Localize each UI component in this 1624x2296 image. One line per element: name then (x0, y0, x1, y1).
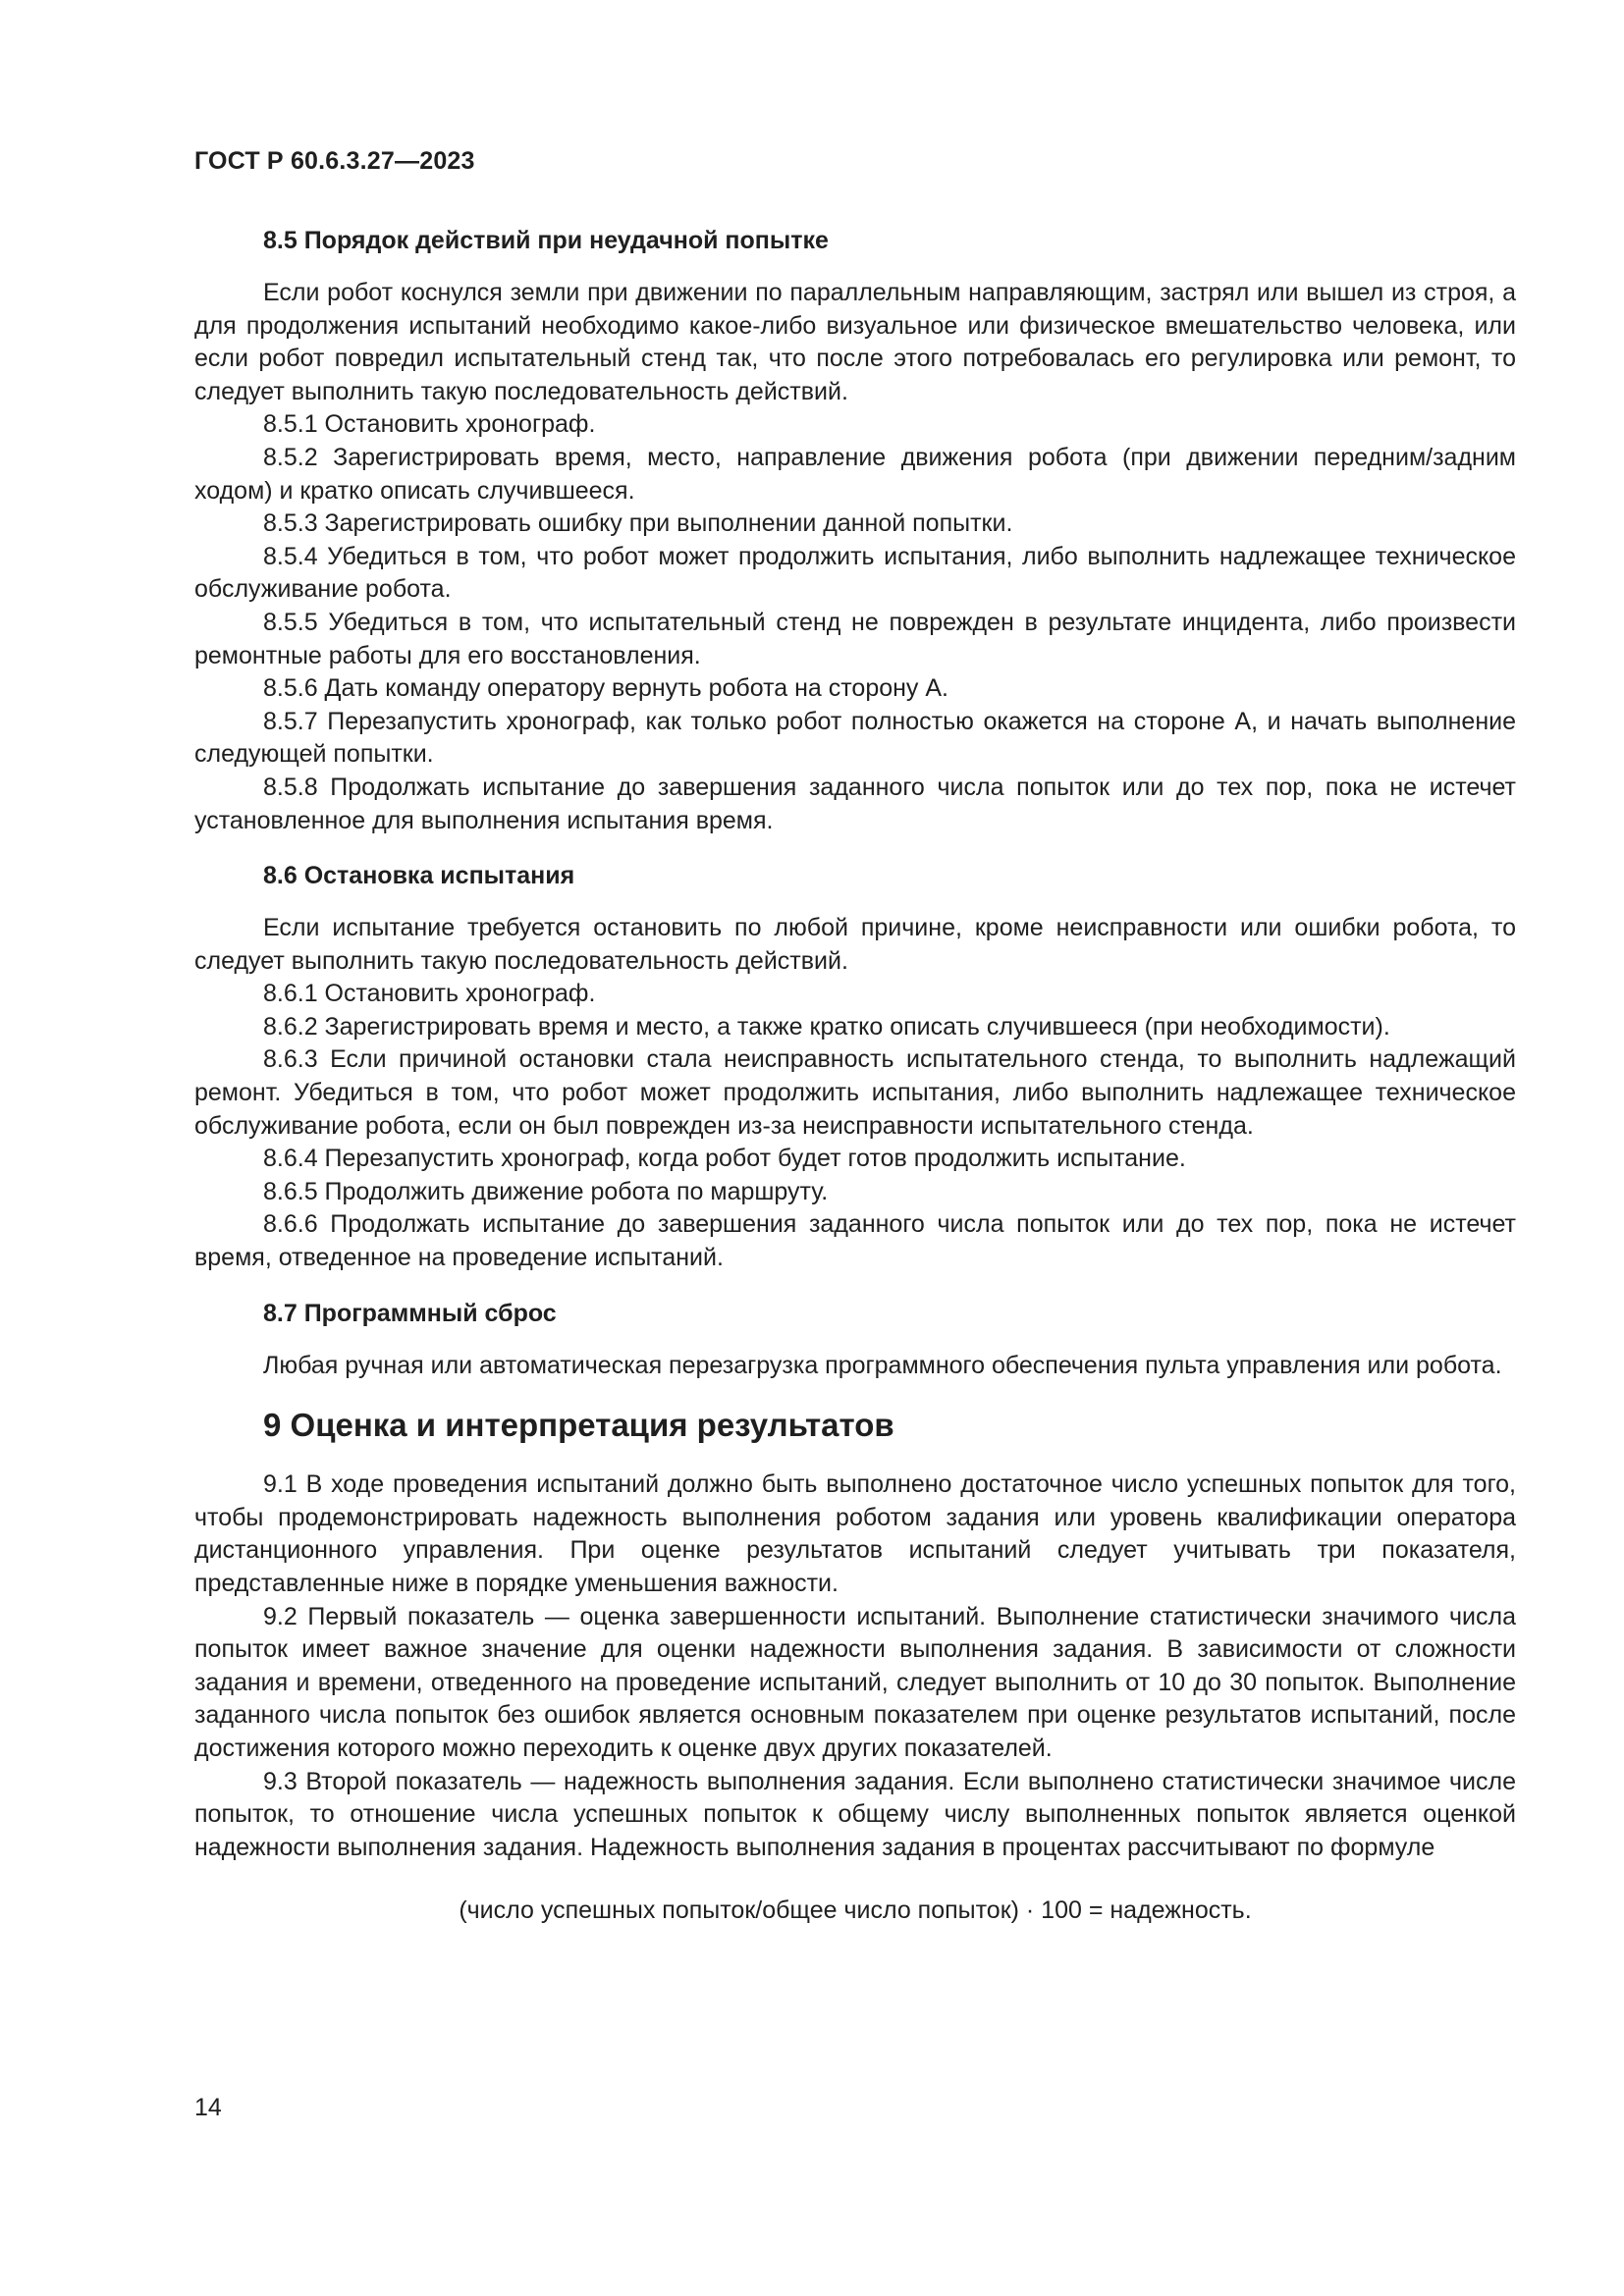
paragraph: 9.1 В ходе проведения испытаний должно быть выполнено достаточное число успешных попыток для того, чтобы продемонстрировать надежность выполнения роботом задания или уровень квалификации оператора дистанционного управления. При оценке результатов испытаний следует учитывать три показателя, представленные ниже в порядке уменьшения важности. (194, 1470, 1516, 1597)
paragraph: 8.5.7 Перезапустить хронограф, как только робот полностью окажется на стороне А, и начать выполнение следующей попытки. (194, 707, 1516, 769)
paragraph: Любая ручная или автоматическая перезагрузка программного обеспечения пульта управления или робота. (263, 1351, 1502, 1379)
paragraph: 9.3 Второй показатель — надежность выполнения задания. Если выполнено статистически значимое числе попыток, то отношение числа успешных попыток к общему числу выполненных попыток является оценкой надежности выполнения задания. Надежность выполнения задания в процентах рассчитывают по формуле (194, 1767, 1516, 1861)
paragraph: 8.6.4 Перезапустить хронограф, когда робот будет готов продолжить испытание. (263, 1145, 1186, 1173)
page-number: 14 (194, 2094, 222, 2121)
section-8-6 (194, 859, 1516, 1275)
section-9 (194, 1404, 1516, 1927)
paragraph: 8.5.4 Убедиться в том, что робот может продолжить испытания, либо выполнить надлежащее техническое обслуживание робота. (194, 542, 1516, 604)
section-heading: 8.6 Остановка испытания (263, 862, 575, 890)
paragraph: 8.6.6 Продолжать испытание до завершения заданного числа попыток или до тех пор, пока не истечет время, отведенное на проведение испытаний. (194, 1210, 1516, 1272)
document-code: ГОСТ Р 60.6.3.27—2023 (194, 147, 475, 175)
paragraph: 9.2 Первый показатель — оценка завершенности испытаний. Выполнение статистически значимого числа попыток имеет важное значение для оценки надежности выполнения задания. В зависимости от сложности задания и времени, отведенного на проведение испытаний, следует выполнить от 10 до 30 попыток. Выполнение заданного числа попыток без ошибок является основным показателем при оценке результатов испытаний, после достижения которого можно переходить к оценке двух других показателей. (194, 1602, 1516, 1762)
chapter-heading: 9 Оценка и интерпретация результатов (263, 1407, 894, 1444)
paragraph: 8.5.8 Продолжать испытание до завершения заданного числа попыток или до тех пор, пока не истечет установленное для выполнения испытания время. (194, 773, 1516, 834)
section-8-5 (194, 224, 1516, 837)
paragraph: 8.6.3 Если причиной остановки стала неисправность испытательного стенда, то выполнить надлежащий ремонт. Убедиться в том, что робот может продолжить испытания, либо выполнить надлежащее техническое обслуживание робота, если он был поврежден из-за неисправности испытательного стенда. (194, 1045, 1516, 1140)
paragraph: 8.6.5 Продолжить движение робота по маршруту. (263, 1177, 829, 1205)
reliability-formula: (число успешных попыток/общее число попыток) · 100 = надежность. (459, 1896, 1252, 1925)
document-body (194, 224, 1516, 1927)
paragraph: 8.5.6 Дать команду оператору вернуть робота на сторону А. (263, 674, 948, 703)
paragraph: 8.5.3 Зарегистрировать ошибку при выполнении данной попытки. (263, 509, 1013, 538)
paragraph: 8.6.1 Остановить хронограф. (263, 980, 596, 1008)
paragraph: 8.5.1 Остановить хронограф. (263, 410, 596, 439)
paragraph: 8.5.2 Зарегистрировать время, место, направление движения робота (при движении передним/задним ходом) и кратко описать случившееся. (194, 443, 1516, 505)
section-heading: 8.7 Программный сброс (263, 1299, 557, 1327)
paragraph: Если испытание требуется остановить по любой причине, кроме неисправности или ошибки робота, то следует выполнить такую последовательность действий. (194, 914, 1516, 975)
paragraph: Если робот коснулся земли при движении по параллельным направляющим, застрял или вышел из строя, а для продолжения испытаний необходимо какое-либо визуальное или физическое вмешательство человека, или если робот повредил испытательный стенд так, что после этого потребовалась его регулировка или ремонт, то следует выполнить такую последовательность действий. (194, 279, 1516, 405)
paragraph: 8.6.2 Зарегистрировать время и место, а также кратко описать случившееся (при необходимости). (263, 1012, 1390, 1041)
section-8-7 (194, 1297, 1516, 1383)
paragraph: 8.5.5 Убедиться в том, что испытательный стенд не поврежден в результате инцидента, либо произвести ремонтные работы для его восстановления. (194, 608, 1516, 669)
section-heading: 8.5 Порядок действий при неудачной попытке (263, 227, 829, 254)
